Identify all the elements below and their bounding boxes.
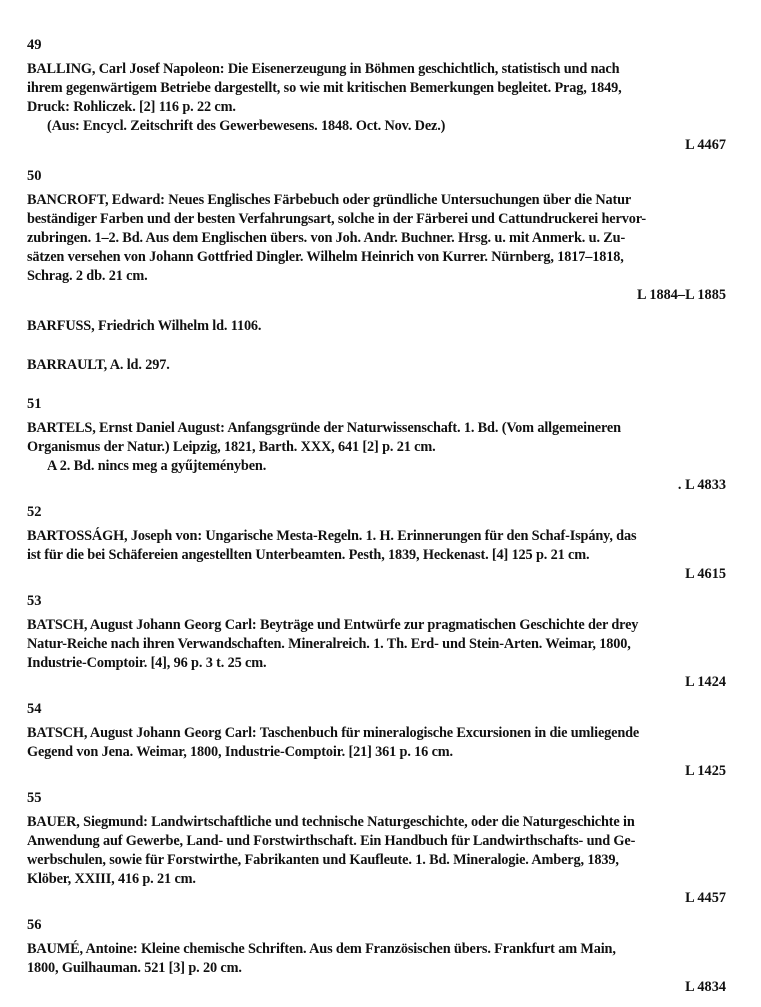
entry-number: 56 [27,917,42,933]
entry-line: ihrem gegenwärtigem Betriebe dargestellt, so wie mit kritischen Bemerkungen begleitet. Prag, 1849, [27,80,622,96]
entry-line: zubringen. 1–2. Bd. Aus dem Englischen übers. von Joh. Andr. Buchner. Hrsg. u. mit Anmerk. u. Zu- [27,230,626,246]
entry-line: Natur-Reiche nach ihren Verwandschaften. Mineralreich. 1. Th. Erd- und Stein-Arten. Weimar, 1800, [27,636,631,652]
catalog-entry-56 [27,916,728,997]
entry-number: 53 [27,593,42,609]
entry-number: 50 [27,168,42,184]
catalog-entry-51 [27,395,728,495]
shelf-mark: L 4834 [685,979,726,995]
catalog-entry-52 [27,503,728,584]
entry-number: 55 [27,790,42,806]
entry-number: 54 [27,701,42,717]
shelf-mark: L 4467 [685,137,726,153]
entry-line: BATSCH, August Johann Georg Carl: Beyträge und Entwürfe zur pragmatischen Geschichte der drey [27,617,639,633]
shelf-mark: L 1425 [685,763,726,779]
entry-line: ist für die bei Schäfereien angestellten Unterbeamten. Pesth, 1839, Heckenast. [4] 125 p. 21 cm. [27,547,590,563]
catalog-entry-49 [27,36,728,155]
shelf-mark: L 1424 [685,674,726,690]
entry-number: 51 [27,396,42,412]
cross-reference: BARRAULT, A. ld. 297. [27,357,170,373]
entry-line: BAUER, Siegmund: Landwirtschaftliche und technische Naturgeschichte, oder die Naturgeschichte in [27,814,635,830]
entry-number: 52 [27,504,42,520]
entry-line: Organismus der Natur.) Leipzig, 1821, Barth. XXX, 641 [2] p. 21 cm. [27,439,436,455]
entry-line: BARTOSSÁGH, Joseph von: Ungarische Mesta-Regeln. 1. H. Erinnerungen für den Schaf-Ispány, das [27,528,637,544]
entry-line: BATSCH, August Johann Georg Carl: Taschenbuch für mineralogische Excursionen in die umliegende [27,725,640,741]
entry-number: 49 [27,37,42,53]
entry-line: BAUMÉ, Antoine: Kleine chemische Schriften. Aus dem Französischen übers. Frankfurt am Main, [27,941,616,957]
entry-line: Gegend von Jena. Weimar, 1800, Industrie-Comptoir. [21] 361 p. 16 cm. [27,744,453,760]
entry-line: BARTELS, Ernst Daniel August: Anfangsgründe der Naturwissenschaft. 1. Bd. (Vom allgemeineren [27,420,621,436]
entry-line: Schrag. 2 db. 21 cm. [27,268,148,284]
shelf-mark: L 4615 [685,566,726,582]
shelf-mark: L 4457 [685,890,726,906]
entry-line: Druck: Rohliczek. [2] 116 p. 22 cm. [27,99,236,115]
catalog-entry-53 [27,592,728,692]
entry-line: Industrie-Comptoir. [4], 96 p. 3 t. 25 cm. [27,655,267,671]
catalog-entry-54 [27,700,728,781]
shelf-mark: . L 4833 [677,477,726,493]
entry-line: werbschulen, sowie für Forstwirthe, Fabrikanten und Kaufleute. 1. Bd. Mineralogie. Amberg, 1839, [27,852,619,868]
entry-line: BANCROFT, Edward: Neues Englisches Färbebuch oder gründliche Untersuchungen über die Natur [27,192,632,208]
entry-line: Klöber, XXIII, 416 p. 21 cm. [27,871,196,887]
entry-note: A 2. Bd. nincs meg a gyűjteményben. [47,458,267,474]
shelf-mark: L 1884–L 1885 [637,287,726,303]
entry-line: sätzen versehen von Johann Gottfried Dingler. Wilhelm Heinrich von Kurrer. Nürnberg, 1817–1818, [27,249,624,265]
catalog-entry-55 [27,789,728,908]
entry-line: beständiger Farben und der besten Verfahrungsart, solche in der Färberei und Cattundruckerei hervor- [27,211,646,227]
entry-line: 1800, Guilhauman. 521 [3] p. 20 cm. [27,960,242,976]
catalog-entry-50 [27,167,728,305]
entry-line: BALLING, Carl Josef Napoleon: Die Eisenerzeugung in Böhmen geschichtlich, statistisch und nach [27,61,620,77]
entry-note: (Aus: Encycl. Zeitschrift des Gewerbewesens. 1848. Oct. Nov. Dez.) [47,118,446,134]
cross-reference: BARFUSS, Friedrich Wilhelm ld. 1106. [27,318,262,334]
entry-line: Anwendung auf Gewerbe, Land- und Forstwirthschaft. Ein Handbuch für Landwirthschafts- und Ge- [27,833,636,849]
